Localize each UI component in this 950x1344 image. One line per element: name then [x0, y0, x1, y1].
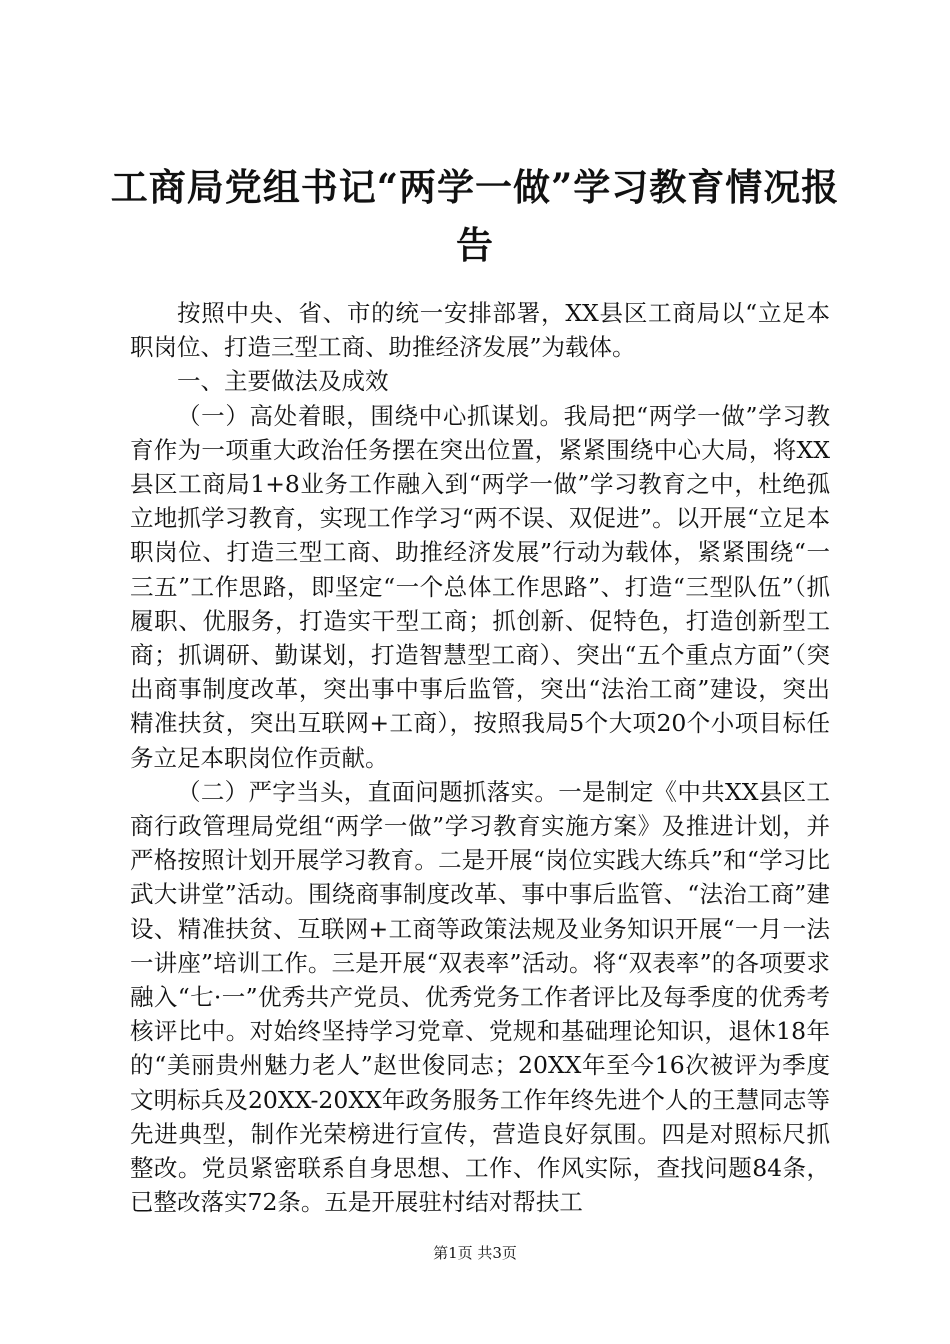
body-paragraph: （二）严字当头，直面问题抓落实。一是制定《中共XX县区工商行政管理局党组“两学一做”学习教育实施方案》及推进计划，并严格按照计划开展学习教育。二是开展“岗位实践大练兵”和“学习比武大讲堂”活动。围绕商事制度改革、事中事后监管、“法治工商”建设、精准扶贫、互联网+工商等政策法规及业务知识开展“一月一法一讲座”培训工作。三是开展“双表率”活动。将“双表率”的各项要求融入“七·一”优秀共产党员、优秀党务工作者评比及每季度的优秀考核评比中。对始终坚持学习党章、党规和基础理论知识，退休18年的“美丽贵州魅力老人”赵世俊同志；20XX年至今16次被评为季度文明标兵及20XX-20XX年政务服务工作年终先进个人的王慧同志等先进典型，制作光荣榜进行宣传，营造良好氛围。四是对照标尺抓整改。党员紧密联系自身思想、工作、作风实际，查找问题84条，已整改落实72条。五是开展驻村结对帮扶工 — [130, 777, 830, 1217]
document-title: 工商局党组书记“两学一做”学习教育情况报告 — [110, 165, 840, 267]
body-paragraph: （一）高处着眼，围绕中心抓谋划。我局把“两学一做”学习教育作为一项重大政治任务摆在突出位置，紧紧围绕中心大局，将XX县区工商局1+8业务工作融入到“两学一做”学习教育之中，杜绝孤立地抓学习教育，实现工作学习“两不误、双促进”。以开展“立足本职岗位、打造三型工商、助推经济发展”行动为载体，紧紧围绕“一三五”工作思路，即坚定“一个总体工作思路”、打造“三型队伍”（抓履职、优服务，打造实干型工商；抓创新、促特色，打造创新型工商；抓调研、勤谋划，打造智慧型工商）、突出“五个重点方面”（突出商事制度改革，突出事中事后监管，突出“法治工商”建设，突出精准扶贫，突出互联网+工商），按照我局5个大项20个小项目标任务立足本职岗位作贡献。 — [130, 401, 830, 772]
document-body — [130, 296, 830, 1219]
intro-paragraph: 按照中央、省、市的统一安排部署，XX县区工商局以“立足本职岗位、打造三型工商、助推经济发展”为载体。 — [130, 299, 830, 362]
page-number: 第1页 共3页 — [433, 1244, 517, 1262]
section-heading: 一、主要做法及成效 — [177, 367, 389, 396]
